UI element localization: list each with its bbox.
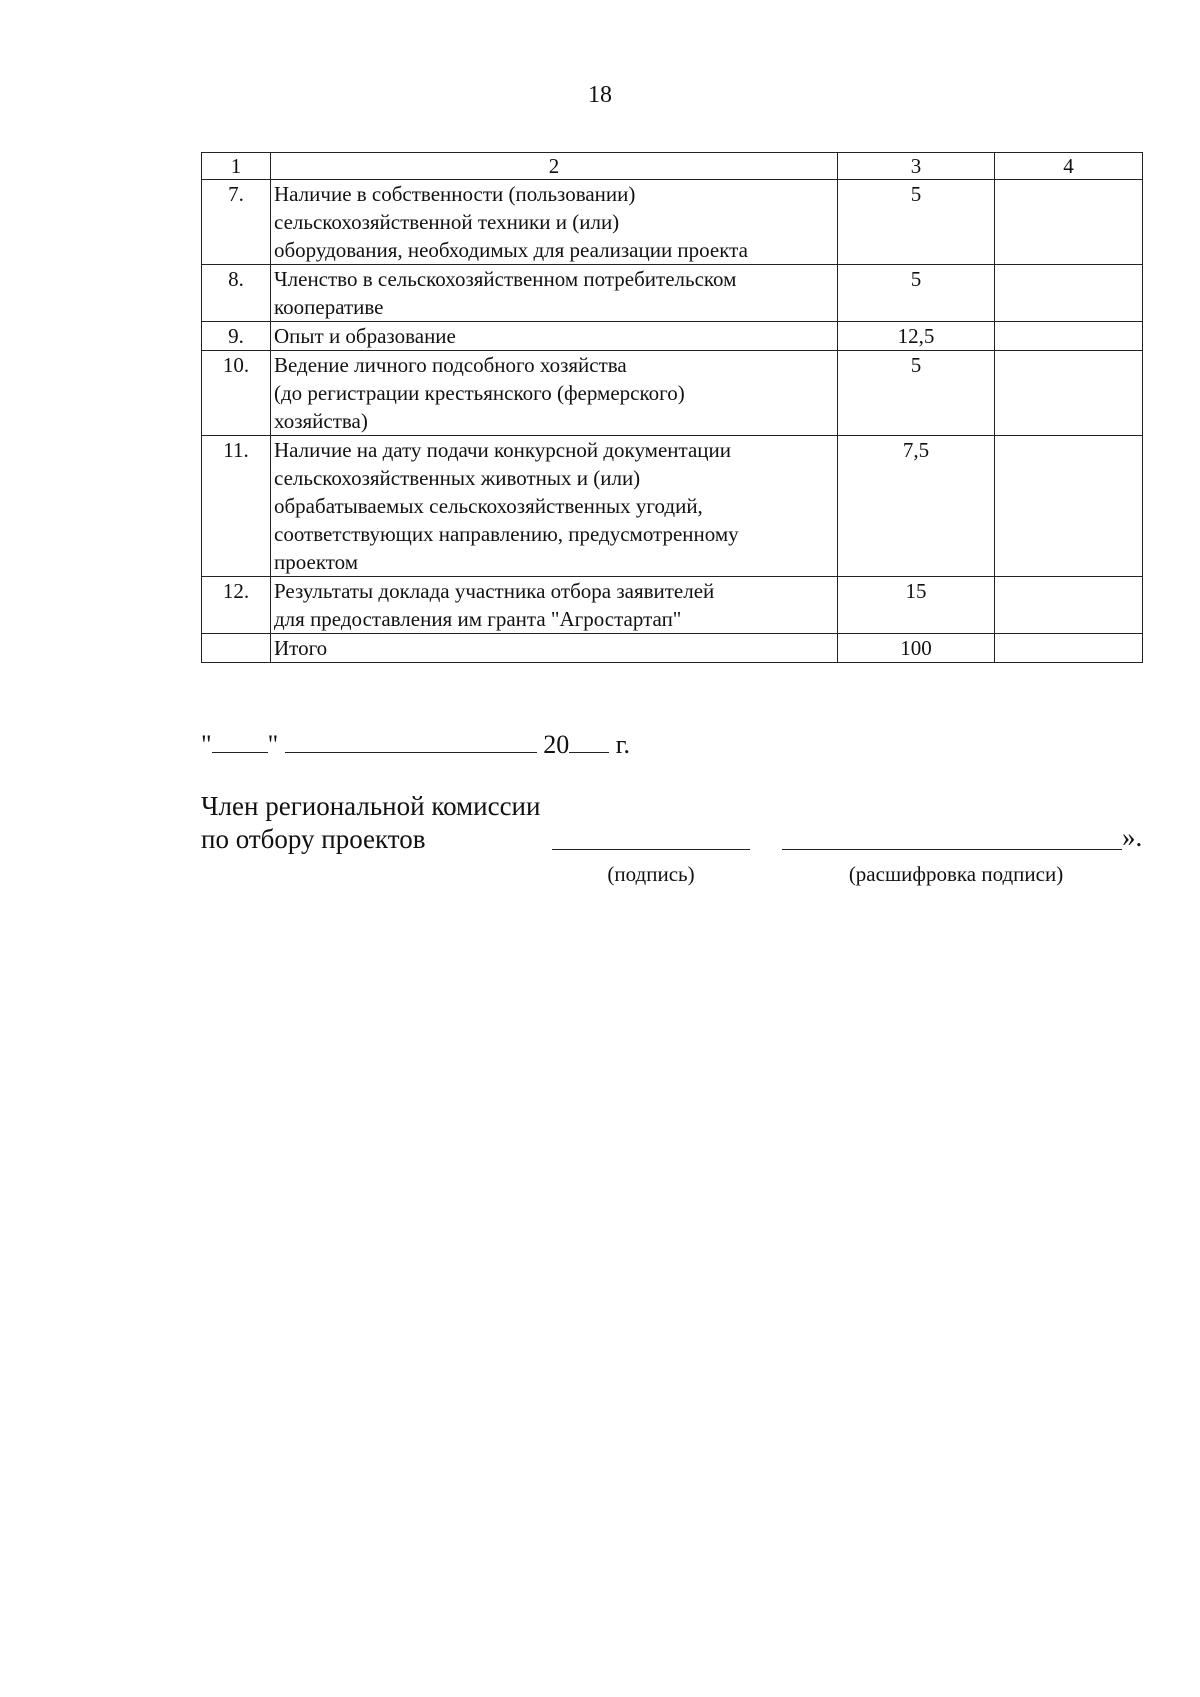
max-score: 15 bbox=[838, 577, 995, 634]
criterion-line: Опыт и образование bbox=[274, 324, 456, 348]
criterion-line: хозяйства) bbox=[274, 409, 368, 433]
member-title-line2: по отбору проектов bbox=[201, 824, 426, 854]
header-cell: 3 bbox=[838, 153, 995, 180]
assigned-score-cell bbox=[995, 436, 1143, 577]
criterion-line: Наличие на дату подачи конкурсной документации bbox=[274, 438, 731, 462]
date-close-quote: " bbox=[267, 730, 279, 759]
criterion-text bbox=[271, 351, 838, 436]
header-cell: 4 bbox=[995, 153, 1143, 180]
row-number: 10. bbox=[202, 351, 271, 436]
assigned-score-cell bbox=[995, 265, 1143, 322]
member-title bbox=[201, 790, 540, 856]
table-row bbox=[202, 436, 1143, 577]
criterion-line: проектом bbox=[274, 550, 359, 574]
criterion-text bbox=[271, 265, 838, 322]
assigned-score-cell bbox=[995, 577, 1143, 634]
max-score: 7,5 bbox=[838, 436, 995, 577]
criterion-line: Наличие в собственности (пользовании) bbox=[274, 182, 636, 206]
criterion-line: (до регистрации крестьянского (фермерского) bbox=[274, 381, 685, 405]
table-row bbox=[202, 265, 1143, 322]
criterion-line: сельскохозяйственной техники и (или) bbox=[274, 210, 620, 234]
row-number: 11. bbox=[202, 436, 271, 577]
table-row bbox=[202, 322, 1143, 351]
row-number: 8. bbox=[202, 265, 271, 322]
day-blank bbox=[212, 726, 268, 753]
criterion-line: сельскохозяйственных животных и (или) bbox=[274, 466, 641, 490]
year-prefix: 20 bbox=[543, 730, 570, 759]
assigned-score-cell bbox=[995, 322, 1143, 351]
criterion-line: Результаты доклада участника отбора заявителей bbox=[274, 579, 715, 603]
max-score: 100 bbox=[838, 634, 995, 663]
max-score: 5 bbox=[838, 351, 995, 436]
date-open-quote: " bbox=[201, 730, 212, 759]
signature-caption: (подпись) bbox=[607, 862, 695, 886]
year-suffix: г. bbox=[615, 730, 630, 759]
date-line bbox=[201, 726, 630, 760]
month-blank bbox=[285, 726, 537, 753]
row-number: 9. bbox=[202, 322, 271, 351]
decoding-caption: (расшифровка подписи) bbox=[848, 862, 1064, 886]
criterion-text bbox=[271, 180, 838, 265]
page-number: 18 bbox=[588, 82, 612, 108]
row-number bbox=[202, 634, 271, 663]
assigned-score-cell bbox=[995, 351, 1143, 436]
assigned-score-cell bbox=[995, 634, 1143, 663]
year-blank bbox=[569, 726, 609, 753]
header-cell: 2 bbox=[271, 153, 838, 180]
row-number: 7. bbox=[202, 180, 271, 265]
table-row bbox=[202, 351, 1143, 436]
criterion-text bbox=[271, 436, 838, 577]
criterion-line: для предоставления им гранта "Агростартап" bbox=[274, 607, 682, 631]
criterion-line: оборудования, необходимых для реализации проекта bbox=[274, 238, 748, 262]
table-row bbox=[202, 577, 1143, 634]
table-row bbox=[202, 180, 1143, 265]
criterion-line: обрабатываемых сельскохозяйственных угодий, bbox=[274, 494, 703, 518]
max-score: 5 bbox=[838, 265, 995, 322]
criterion-line: кооперативе bbox=[274, 295, 384, 319]
row-number: 12. bbox=[202, 577, 271, 634]
criterion-line: Членство в сельскохозяйственном потребительском bbox=[274, 267, 737, 291]
table-row bbox=[202, 634, 1143, 663]
criterion-line: Ведение личного подсобного хозяйства bbox=[274, 353, 627, 377]
max-score: 5 bbox=[838, 180, 995, 265]
header-cell: 1 bbox=[202, 153, 271, 180]
criterion-text bbox=[271, 577, 838, 634]
assigned-score-cell bbox=[995, 180, 1143, 265]
closing-quote: ». bbox=[1122, 822, 1143, 852]
criterion-line: соответствующих направлению, предусмотренному bbox=[274, 522, 739, 546]
max-score: 12,5 bbox=[838, 322, 995, 351]
signature-line bbox=[552, 848, 750, 850]
criteria-table bbox=[201, 152, 1143, 663]
criterion-text bbox=[271, 634, 838, 663]
table-header-row bbox=[202, 153, 1143, 180]
decoding-line bbox=[782, 848, 1122, 850]
criterion-text bbox=[271, 322, 838, 351]
criterion-line: Итого bbox=[274, 636, 328, 660]
member-title-line1: Член региональной комиссии bbox=[201, 791, 541, 821]
